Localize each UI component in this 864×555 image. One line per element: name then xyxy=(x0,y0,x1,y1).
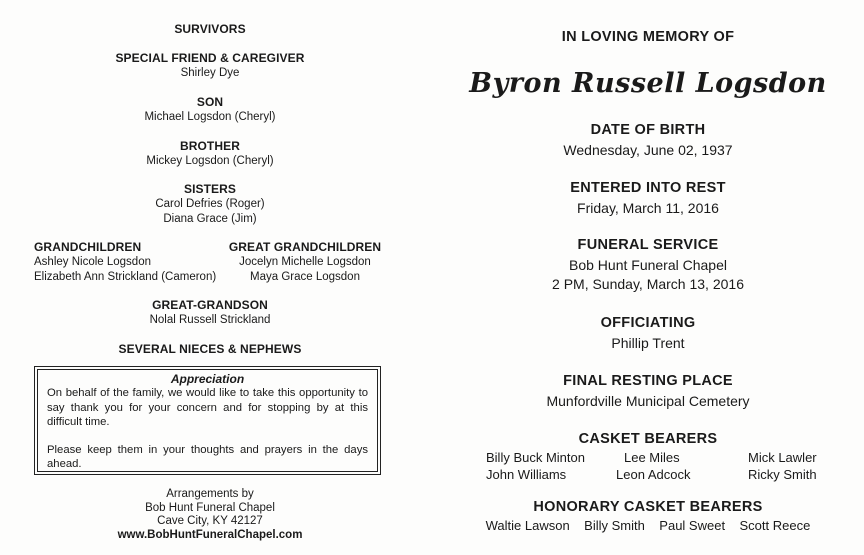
great-grandson-name: Nolal Russell Strickland xyxy=(149,314,271,326)
honorary-bearer-name: Billy Smith xyxy=(584,518,645,533)
survivors-heading: SURVIVORS xyxy=(174,22,246,36)
memorial-panel xyxy=(432,0,864,555)
brother-heading: BROTHER xyxy=(179,139,241,153)
arrangements-line: Arrangements by xyxy=(166,488,254,500)
survivors-panel xyxy=(0,0,420,555)
honorary-bearer-name: Waltie Lawson xyxy=(485,518,570,533)
special-friend-name: Shirley Dye xyxy=(180,67,240,79)
honorary-bearer-name: Scott Reece xyxy=(739,518,811,533)
bearer-name: Mick Lawler xyxy=(748,450,817,465)
son-name: Michael Logsdon (Cheryl) xyxy=(144,111,276,123)
grandchildren-heading: GRANDCHILDREN xyxy=(34,240,142,254)
sister-name: Diana Grace (Jim) xyxy=(163,213,257,225)
bearer-name: John Williams xyxy=(486,467,567,482)
in-loving-memory: IN LOVING MEMORY OF xyxy=(561,29,735,45)
resting-place: Munfordville Municipal Cemetery xyxy=(546,393,750,409)
resting-place-heading: FINAL RESTING PLACE xyxy=(563,373,733,389)
birth-date: Wednesday, June 02, 1937 xyxy=(563,142,733,158)
grandchild-name: Elizabeth Ann Strickland (Cameron) xyxy=(34,271,217,283)
bearer-name: Billy Buck Minton xyxy=(486,450,585,465)
appreciation-box xyxy=(34,366,381,475)
brother-name: Mickey Logsdon (Cheryl) xyxy=(146,155,274,167)
bearers-heading: CASKET BEARERS xyxy=(578,431,718,447)
honorary-bearer-name: Paul Sweet xyxy=(659,518,726,533)
great-grandchild-name: Jocelyn Michelle Logsdon xyxy=(239,256,371,268)
great-grandchild-name: Maya Grace Logsdon xyxy=(250,271,360,283)
sisters-heading: SISTERS xyxy=(183,182,237,196)
honorary-list xyxy=(432,517,864,534)
appreciation-paragraph: Please keep them in your thoughts and prayers in the days ahead. xyxy=(47,443,368,470)
bearer-name: Lee Miles xyxy=(624,450,680,465)
special-friend-heading: SPECIAL FRIEND & CAREGIVER xyxy=(115,51,305,65)
bearer-name: Leon Adcock xyxy=(616,467,691,482)
service-place: Bob Hunt Funeral Chapel xyxy=(569,257,727,273)
great-grandchildren-heading: GREAT GRANDCHILDREN xyxy=(228,240,382,254)
funeral-home-address: Cave City, KY 42127 xyxy=(157,515,263,527)
nieces-nephews: SEVERAL NIECES & NEPHEWS xyxy=(118,342,302,356)
grandchild-name: Ashley Nicole Logsdon xyxy=(34,256,151,268)
rest-date: Friday, March 11, 2016 xyxy=(577,200,719,216)
honorary-heading: HONORARY CASKET BEARERS xyxy=(533,499,763,515)
appreciation-title: Appreciation xyxy=(170,372,245,386)
son-heading: SON xyxy=(196,95,224,109)
bearers-list xyxy=(486,449,816,483)
service-time: 2 PM, Sunday, March 13, 2016 xyxy=(552,276,744,292)
funeral-home-website: www.BobHuntFuneralChapel.com xyxy=(117,528,303,541)
appreciation-paragraph: On behalf of the family, we would like to take this opportunity to say thank you for your concern and for stopping by at this difficult time. xyxy=(47,387,368,428)
birth-heading: DATE OF BIRTH xyxy=(590,122,706,138)
sister-name: Carol Defries (Roger) xyxy=(155,198,265,210)
great-grandson-heading: GREAT-GRANDSON xyxy=(152,298,268,312)
bearer-name: Ricky Smith xyxy=(748,467,817,482)
arrangements xyxy=(0,488,420,542)
service-heading: FUNERAL SERVICE xyxy=(577,237,719,253)
deceased-name: Byron Russell Logsdon xyxy=(469,68,827,99)
rest-heading: ENTERED INTO REST xyxy=(570,180,726,196)
funeral-home-name: Bob Hunt Funeral Chapel xyxy=(145,501,275,514)
officiating-heading: OFFICIATING xyxy=(600,315,696,331)
officiant-name: Phillip Trent xyxy=(611,335,685,351)
